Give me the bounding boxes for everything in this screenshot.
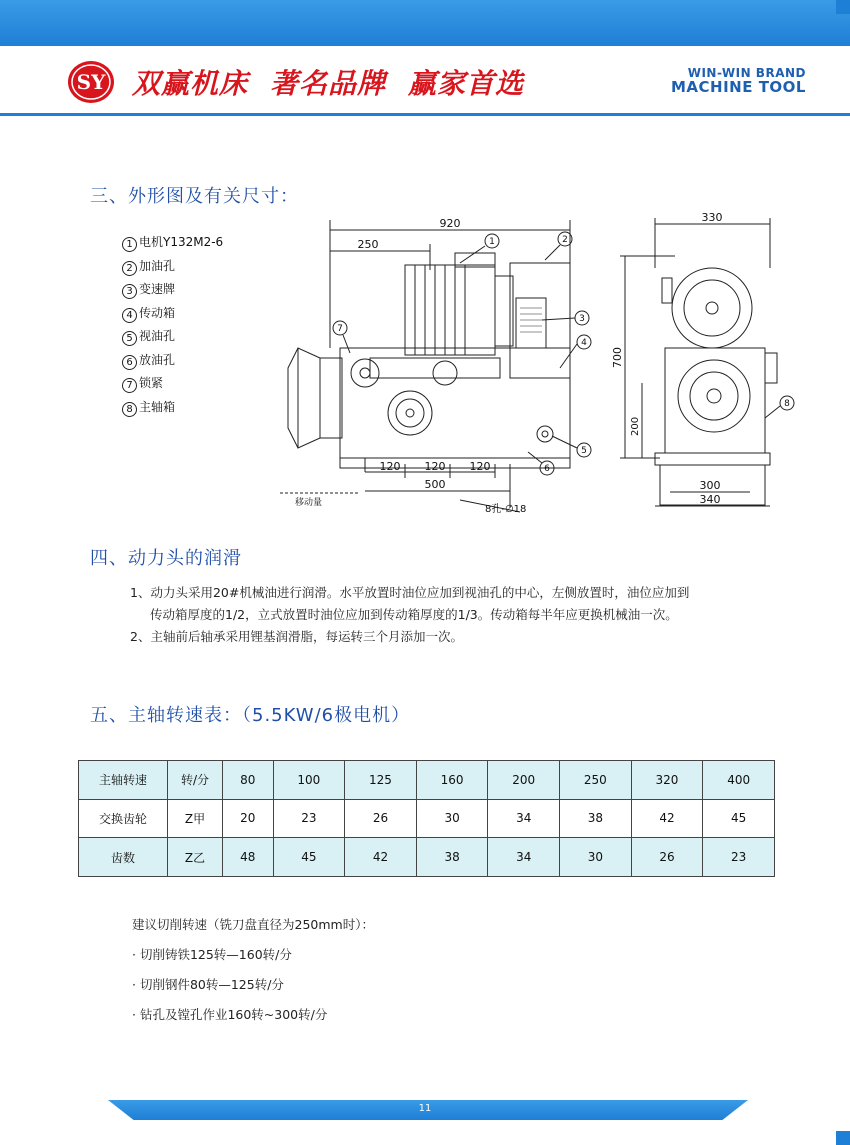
legend-item (122, 255, 223, 279)
lubrication-item-1-line-2: 传动箱厚度的1/2，立式放置时油位应加到传动箱厚度的1/3。传动箱每半年应更换机械油一次。 (150, 607, 678, 622)
dim-120-c: 120 (469, 460, 491, 473)
corner-mark (836, 0, 850, 14)
page-number: 11 (418, 1103, 432, 1114)
dim-300: 300 (699, 479, 721, 492)
slogan-part: 双赢机床 (132, 67, 249, 100)
table-cell: 38 (416, 838, 488, 877)
table-cell: 42 (345, 838, 417, 877)
corner-mark (836, 1131, 850, 1145)
slogan-part: 赢家首选 (408, 67, 525, 100)
legend-number: 2 (122, 261, 137, 276)
logo-text: SY (76, 70, 106, 94)
table-cell: 20 (223, 799, 274, 838)
dim-500: 500 (424, 478, 446, 491)
dim-330: 330 (701, 211, 723, 224)
table-cell: 26 (631, 838, 703, 877)
front-view (280, 217, 591, 515)
holes-label: 8孔-∅18 (485, 504, 527, 515)
note-item: · 切削铸铁125转—160转/分 (132, 947, 292, 962)
dim-920: 920 (439, 217, 461, 230)
svg-text:7: 7 (337, 324, 343, 334)
table-cell: 45 (703, 799, 775, 838)
table-cell: 200 (488, 761, 560, 800)
table-cell: 34 (488, 799, 560, 838)
legend-item (122, 349, 223, 373)
svg-text:5: 5 (581, 446, 587, 456)
svg-text:3: 3 (579, 314, 585, 324)
table-cell: 42 (631, 799, 703, 838)
note-item: · 钻孔及镗孔作业160转~300转/分 (132, 1007, 328, 1022)
legend-label: 加油孔 (139, 258, 176, 273)
table-row (79, 838, 775, 877)
svg-text:2: 2 (562, 235, 568, 245)
legend-label: 变速牌 (139, 282, 176, 296)
company-logo (66, 59, 116, 105)
row-unit: Z甲 (168, 799, 223, 838)
table-cell: 80 (223, 761, 274, 800)
parts-legend (122, 231, 223, 419)
table-cell: 160 (416, 761, 488, 800)
side-view (611, 211, 794, 506)
row-unit: 转/分 (168, 761, 223, 800)
legend-number: 1 (122, 237, 137, 252)
row-unit: Z乙 (168, 838, 223, 877)
dim-200: 200 (630, 416, 641, 436)
table-cell: 100 (273, 761, 345, 800)
svg-text:8: 8 (784, 399, 790, 409)
table-cell: 30 (416, 799, 488, 838)
legend-number: 3 (122, 284, 137, 299)
section-3-title: 三、外形图及有关尺寸： (90, 186, 299, 207)
lubrication-item-2: 2、主轴前后轴承采用锂基润滑脂，每运转三个月添加一次。 (130, 629, 463, 644)
legend-label: 视油孔 (139, 329, 176, 343)
legend-item (122, 231, 223, 255)
table-cell: 23 (273, 799, 345, 838)
legend-number: 4 (122, 308, 137, 323)
dim-250: 250 (357, 238, 379, 251)
section-5-title: 五、主轴转速表：（5.5KW/6极电机） (90, 705, 411, 726)
table-cell: 23 (703, 838, 775, 877)
svg-text:6: 6 (544, 464, 550, 474)
table-cell: 320 (631, 761, 703, 800)
legend-item (122, 396, 223, 420)
slogan-part: 著名品牌 (270, 67, 387, 100)
row-label: 齿数 (79, 838, 168, 877)
legend-label: 主轴箱 (139, 399, 176, 414)
table-cell: 125 (345, 761, 417, 800)
note-item: · 切削钢件80转—125转/分 (132, 977, 284, 992)
legend-label: 电机Y132M2-6 (139, 235, 224, 249)
legend-item (122, 372, 223, 396)
legend-label: 放油孔 (139, 352, 176, 367)
legend-number: 5 (122, 331, 137, 346)
notes-title: 建议切削转速（铣刀盘直径为250mm时）： (132, 917, 374, 932)
legend-item (122, 278, 223, 302)
dim-700: 700 (611, 347, 624, 368)
legend-number: 8 (122, 402, 137, 417)
top-banner (0, 0, 850, 46)
section-4-title: 四、动力头的润滑 (90, 548, 242, 569)
lubrication-item-1-line-1: 1、动力头采用20#机械油进行润滑。水平放置时油位应加到视油孔的中心，左侧放置时，油位应加到 (130, 585, 690, 600)
table-row (79, 799, 775, 838)
cutting-speed-notes (132, 910, 374, 1030)
table-cell: 34 (488, 838, 560, 877)
table-cell: 250 (560, 761, 632, 800)
table-cell: 48 (223, 838, 274, 877)
table-cell: 400 (703, 761, 775, 800)
row-label: 主轴转速 (79, 761, 168, 800)
legend-item (122, 302, 223, 326)
legend-label: 传动箱 (139, 305, 176, 320)
table-cell: 38 (560, 799, 632, 838)
spindle-speed-table (78, 760, 775, 877)
brand-line-2: MACHINE TOOL (671, 78, 806, 96)
table-cell: 26 (345, 799, 417, 838)
svg-text:1: 1 (489, 237, 495, 247)
outline-drawing (280, 208, 810, 520)
slogan (132, 62, 546, 102)
table-cell: 30 (560, 838, 632, 877)
legend-item (122, 325, 223, 349)
dim-340: 340 (699, 493, 721, 506)
header-divider (0, 113, 850, 116)
svg-text:4: 4 (581, 338, 587, 348)
row-label: 交换齿轮 (79, 799, 168, 838)
dim-120-a: 120 (379, 460, 401, 473)
brand-line-1: WIN-WIN BRAND (687, 66, 806, 80)
table-cell: 45 (273, 838, 345, 877)
legend-number: 6 (122, 355, 137, 370)
dim-120-b: 120 (424, 460, 446, 473)
callouts (333, 232, 591, 475)
lubrication-text (130, 582, 790, 648)
table-row (79, 761, 775, 800)
legend-number: 7 (122, 378, 137, 393)
move-label: 移动量 (295, 498, 323, 508)
legend-label: 锁紧 (139, 376, 164, 390)
